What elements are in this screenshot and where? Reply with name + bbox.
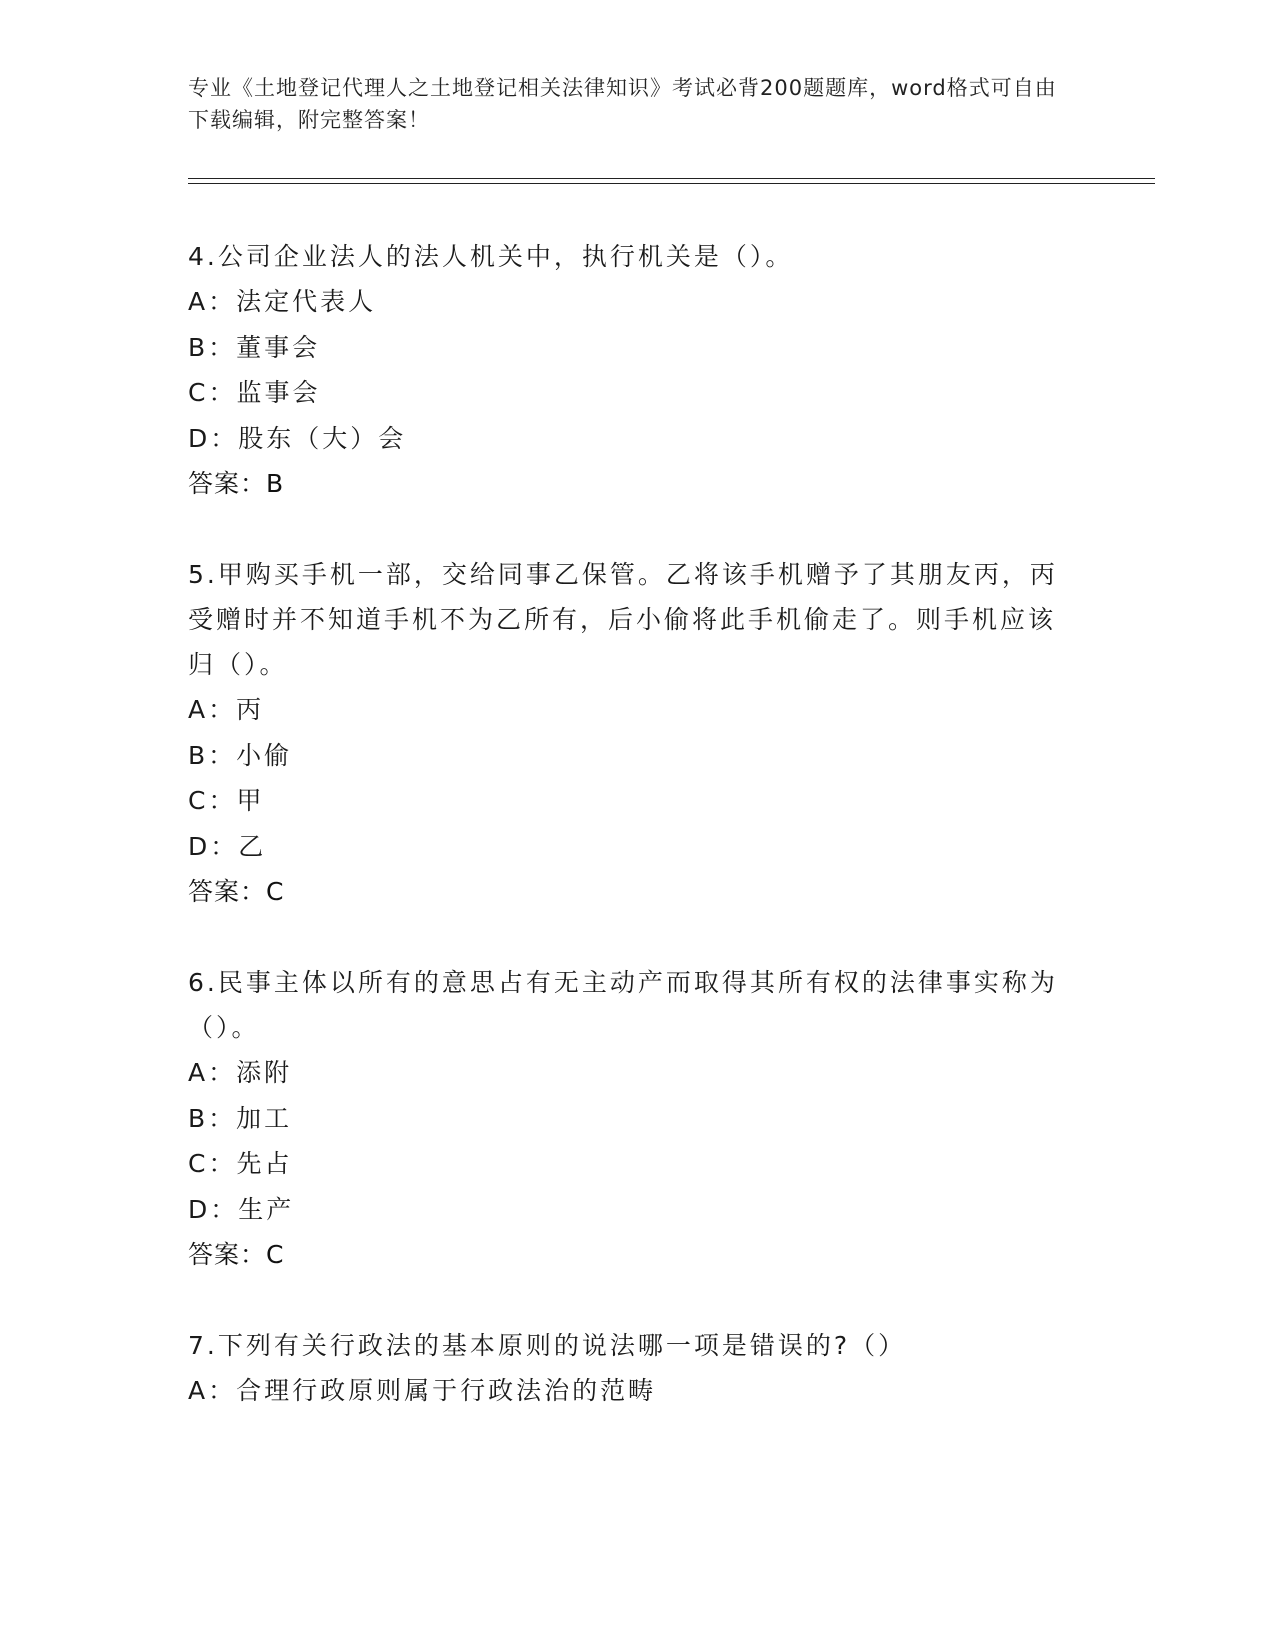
question-stem: 6.民事主体以所有的意思占有无主动产而取得其所有权的法律事实称为（）。 <box>188 968 1058 1042</box>
question-7 <box>188 1323 1068 1414</box>
question-list <box>188 234 1068 1460</box>
option-b: B：加工 <box>188 1103 293 1133</box>
option-d: D：股东（大）会 <box>188 423 407 453</box>
header-divider-bottom <box>188 183 1155 184</box>
option-a: A：合理行政原则属于行政法治的范畴 <box>188 1376 657 1405</box>
answer: 答案：B <box>188 469 285 498</box>
question-stem: 5.甲购买手机一部，交给同事乙保管。乙将该手机赠予了其朋友丙，丙受赠时并不知道手机不为乙所有，后小偷将此手机偷走了。则手机应该归（）。 <box>188 560 1058 679</box>
option-d: D：生产 <box>188 1194 295 1224</box>
option-b: B：小偷 <box>188 740 293 770</box>
option-a: A：法定代表人 <box>188 287 377 316</box>
answer: 答案：C <box>188 1240 285 1269</box>
option-a: A：丙 <box>188 695 265 724</box>
question-4 <box>188 234 1068 506</box>
option-c: C：监事会 <box>188 378 321 407</box>
option-c: C：甲 <box>188 786 265 815</box>
question-stem: 7.下列有关行政法的基本原则的说法哪一项是错误的?（） <box>188 1331 907 1360</box>
document-header: 专业《土地登记代理人之土地登记相关法律知识》考试必背200题题库，word格式可自由下载编辑，附完整答案！ <box>188 76 1057 132</box>
answer: 答案：C <box>188 877 285 906</box>
option-b: B：董事会 <box>188 332 321 362</box>
header-divider-top <box>188 178 1155 179</box>
option-d: D：乙 <box>188 831 267 861</box>
option-c: C：先占 <box>188 1149 293 1178</box>
question-stem: 4.公司企业法人的法人机关中，执行机关是（）。 <box>188 242 794 271</box>
option-a: A：添附 <box>188 1058 293 1087</box>
question-6 <box>188 960 1068 1277</box>
question-5 <box>188 552 1068 914</box>
